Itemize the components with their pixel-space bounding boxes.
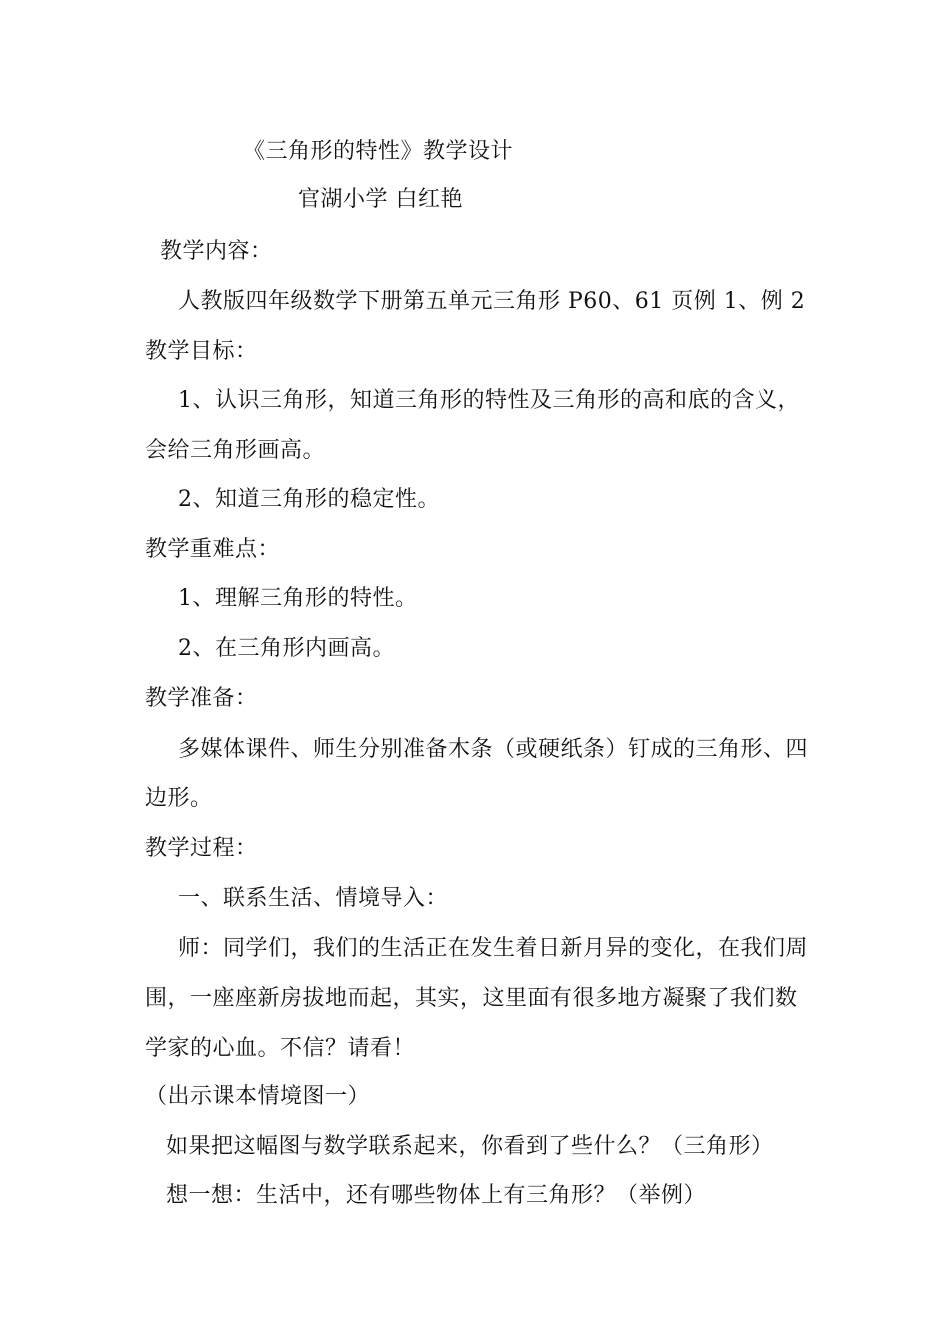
preparation-line-2: 边形。 [145, 786, 213, 811]
process-heading: 教学过程： [145, 836, 258, 861]
goal-1-line-2: 会给三角形画高。 [145, 438, 326, 463]
teacher-line-1: 师：同学们，我们的生活正在发生着日新月异的变化，在我们周 [178, 936, 809, 961]
content-heading: 教学内容： [160, 239, 273, 264]
goals-heading: 教学目标： [145, 339, 258, 364]
preparation-heading: 教学准备： [145, 686, 258, 711]
question-1: 如果把这幅图与数学联系起来，你看到了些什么？（三角形） [166, 1134, 774, 1159]
goal-2: 2、知道三角形的稳定性。 [178, 487, 440, 512]
key-points-heading: 教学重难点： [145, 537, 281, 562]
show-picture-note: （出示课本情境图一） [145, 1084, 371, 1109]
author-line: 官湖小学 白红艳 [298, 187, 463, 212]
question-2: 想一想：生活中，还有哪些物体上有三角形？（举例） [166, 1183, 707, 1208]
teacher-line-3: 学家的心血。不信？请看！ [145, 1036, 416, 1061]
teacher-line-2: 围，一座座新房拔地而起，其实，这里面有很多地方凝聚了我们数 [145, 986, 798, 1011]
document-title: 《三角形的特性》教学设计 [243, 139, 514, 164]
key-point-1: 1、理解三角形的特性。 [178, 586, 418, 611]
key-point-2: 2、在三角形内画高。 [178, 636, 395, 661]
section-1-heading: 一、联系生活、情境导入： [178, 886, 449, 911]
preparation-line-1: 多媒体课件、师生分别准备木条（或硬纸条）钉成的三角形、四 [178, 737, 809, 762]
content-text: 人教版四年级数学下册第五单元三角形 P60、61 页例 1、例 2 [178, 289, 806, 314]
goal-1-line-1: 1、认识三角形，知道三角形的特性及三角形的高和底的含义， [178, 388, 800, 413]
